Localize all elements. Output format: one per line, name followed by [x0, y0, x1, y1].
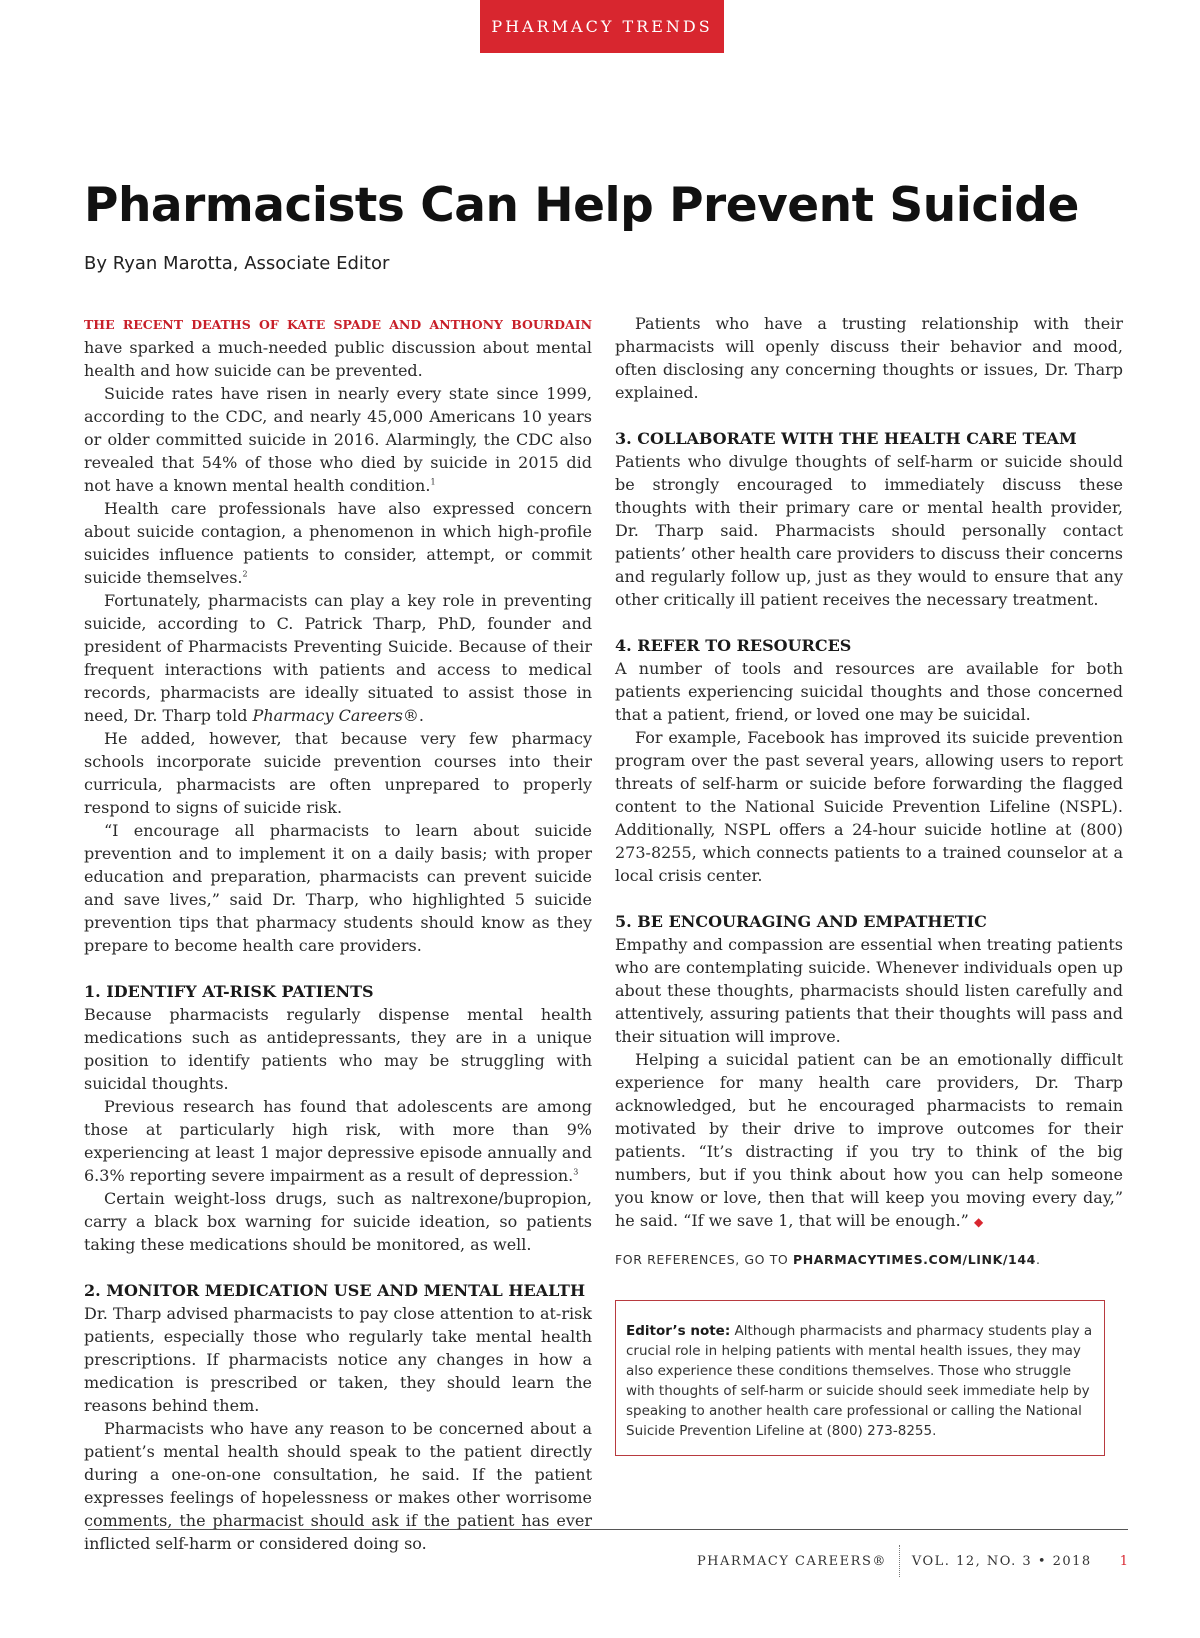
section-heading: 2. MONITOR MEDICATION USE AND MENTAL HEALTH [84, 1281, 586, 1300]
paragraph: Certain weight-loss drugs, such as naltrexone/bupropion, carry a black box warning for suicide ideation, so patients taking these medications should be monitored, as well. [84, 1189, 592, 1254]
paragraph: For example, Facebook has improved its suicide prevention program over the past several years, allowing users to report threats of self-harm or suicide before forwarding the flagged content to the National Suicide Prevention Lifeline (NSPL). Additionally, NSPL offers a 24-hour suicide hotline at (800) 273-8255, which connects patients to a trained counselor at a local crisis center. [615, 728, 1123, 885]
paragraph-text: Health care professionals have also expressed concern about suicide contagion, a phenomenon in which high-profile suicides influence patients to consider, attempt, or commit suicide themselves. [84, 499, 592, 587]
paragraph: Patients who have a trusting relationship with their pharmacists will openly discuss their behavior and mood, often disclosing any concerning thoughts or issues, Dr. Tharp explained. [615, 314, 1123, 402]
paragraph: “I encourage all pharmacists to learn about suicide prevention and to implement it on a daily basis; with proper education and preparation, pharmacists can prevent suicide and save lives,” said Dr. Tharp, who highlighted 5 suicide prevention tips that pharmacy students should know as they prepare to become health care providers. [84, 821, 592, 955]
paragraph: Empathy and compassion are essential when treating patients who are contemplating suicide. Whenever individuals open up about these thoughts, pharmacists should listen carefully and attentively, assuring patients that their thoughts will pass and their situation will improve. [615, 935, 1123, 1046]
paragraph [84, 1095, 592, 1187]
paragraph: Pharmacists who have any reason to be concerned about a patient’s mental health should speak to the patient directly during a one-on-one consultation, he said. If the patient expresses feelings of hopelessness or makes other worrisome comments, the pharmacist should ask if the patient has ever inflicted self-harm or considered doing so. [84, 1419, 592, 1553]
editors-note-box [615, 1300, 1105, 1456]
end-mark-icon: ◆ [973, 1215, 984, 1229]
paragraph-text: Helping a suicidal patient can be an emotionally difficult experience for many health care providers, Dr. Tharp acknowledged, but he encouraged pharmacists to remain motivated by their drive to improve outcomes for their patients. “It’s distracting if you try to think of the big numbers, but if you think about how you can help someone you know or love, then that will keep you moving every day,” he said. “If we save 1, that will be enough.” [615, 1050, 1123, 1230]
paragraph: He added, however, that because very few pharmacy schools incorporate suicide prevention courses into their curricula, pharmacists are often unprepared to properly respond to signs of suicide risk. [84, 729, 592, 817]
footnote-ref: 3 [573, 1167, 579, 1177]
paragraph [615, 1048, 1123, 1234]
footnote-ref: 2 [242, 569, 248, 579]
paragraph-text: . [418, 706, 424, 725]
paragraph-text: Fortunately, pharmacists can play a key role in preventing suicide, according to C. Patrick Tharp, PhD, founder and president of Pharmacists Preventing Suicide. Because of their frequent interactions with patients and access to medical records, pharmacists are ideally situated to assist those in need, Dr. Tharp told [84, 591, 592, 725]
footer-publication: PHARMACY CAREERS® [696, 1553, 887, 1569]
article-title: Pharmacists Can Help Prevent Suicide [84, 178, 1079, 233]
editors-note-text: Although pharmacists and pharmacy students play a crucial role in helping patients with mental health issues, they may also experience these conditions themselves. Those who struggle with thoughts of self-harm or suicide should seek immediate help by speaking to another health care professional or calling the National Suicide Prevention Lifeline at (800) 273-8255. [626, 1323, 1093, 1439]
section-heading: 3. COLLABORATE WITH THE HEALTH CARE TEAM [615, 429, 1077, 448]
paragraph [84, 382, 592, 497]
paragraph [84, 497, 592, 589]
references-link[interactable]: PHARMACYTIMES.COM/LINK/144 [792, 1252, 1036, 1267]
paragraph: Patients who divulge thoughts of self-harm or suicide should be strongly encouraged to immediately discuss these thoughts with their primary care or mental health provider, Dr. Tharp said. Pharmacists should personally contact patients’ other health care providers to discuss their concerns and regularly follow up, just as they would to ensure that any other critically ill patient receives the necessary treatment. [615, 452, 1123, 609]
section-tag: PHARMACY TRENDS [480, 0, 724, 53]
lead-in: THE RECENT DEATHS OF KATE SPADE AND ANTHONY BOURDAIN [84, 317, 592, 332]
paragraph: Dr. Tharp advised pharmacists to pay close attention to at-risk patients, especially those who regularly take mental health prescriptions. If pharmacists notice any changes in how a medication is prescribed or taken, they should learn the reasons behind them. [84, 1304, 592, 1415]
editors-note-label: Editor’s note: [626, 1323, 731, 1339]
references-end: . [1035, 1252, 1041, 1267]
page-footer [697, 1545, 1128, 1577]
page-number: 1 [1119, 1553, 1128, 1569]
footer-issue: VOL. 12, NO. 3 • 2018 [911, 1553, 1092, 1569]
paragraph: A number of tools and resources are available for both patients experiencing suicidal thoughts and those concerned that a patient, friend, or loved one may be suicidal. [615, 659, 1123, 724]
references-prefix: FOR REFERENCES, GO TO [615, 1252, 793, 1267]
section-heading: 5. BE ENCOURAGING AND EMPATHETIC [615, 912, 987, 931]
paragraph [84, 589, 592, 727]
footer-rule [88, 1529, 1128, 1530]
publication-name: Pharmacy Careers® [252, 706, 419, 725]
paragraph-text: Previous research has found that adolescents are among those at particularly high risk, with more than 9% experiencing at least 1 major depressive episode annually and 6.3% reporting severe impairment as a result of depression. [84, 1097, 592, 1185]
paragraph: Because pharmacists regularly dispense mental health medications such as antidepressants, they are in a unique position to identify patients who may be struggling with suicidal thoughts. [84, 1005, 592, 1093]
left-column [84, 312, 592, 1555]
section-heading: 4. REFER TO RESOURCES [615, 636, 852, 655]
paragraph-text: Suicide rates have risen in nearly every state since 1999, according to the CDC, and nearly 45,000 Americans 10 years or older committed suicide in 2016. Alarmingly, the CDC also revealed that 54% of those who died by suicide in 2015 did not have a known mental health condition. [84, 384, 592, 495]
section-heading: 1. IDENTIFY AT-RISK PATIENTS [84, 982, 374, 1001]
footer-divider [899, 1545, 900, 1577]
paragraph-text: have sparked a much-needed public discussion about mental health and how suicide can be prevented. [84, 338, 592, 380]
footnote-ref: 1 [430, 477, 436, 487]
right-column [615, 312, 1123, 1269]
byline: By Ryan Marotta, Associate Editor [84, 253, 390, 274]
references-line [615, 1251, 1123, 1269]
paragraph [84, 312, 592, 382]
